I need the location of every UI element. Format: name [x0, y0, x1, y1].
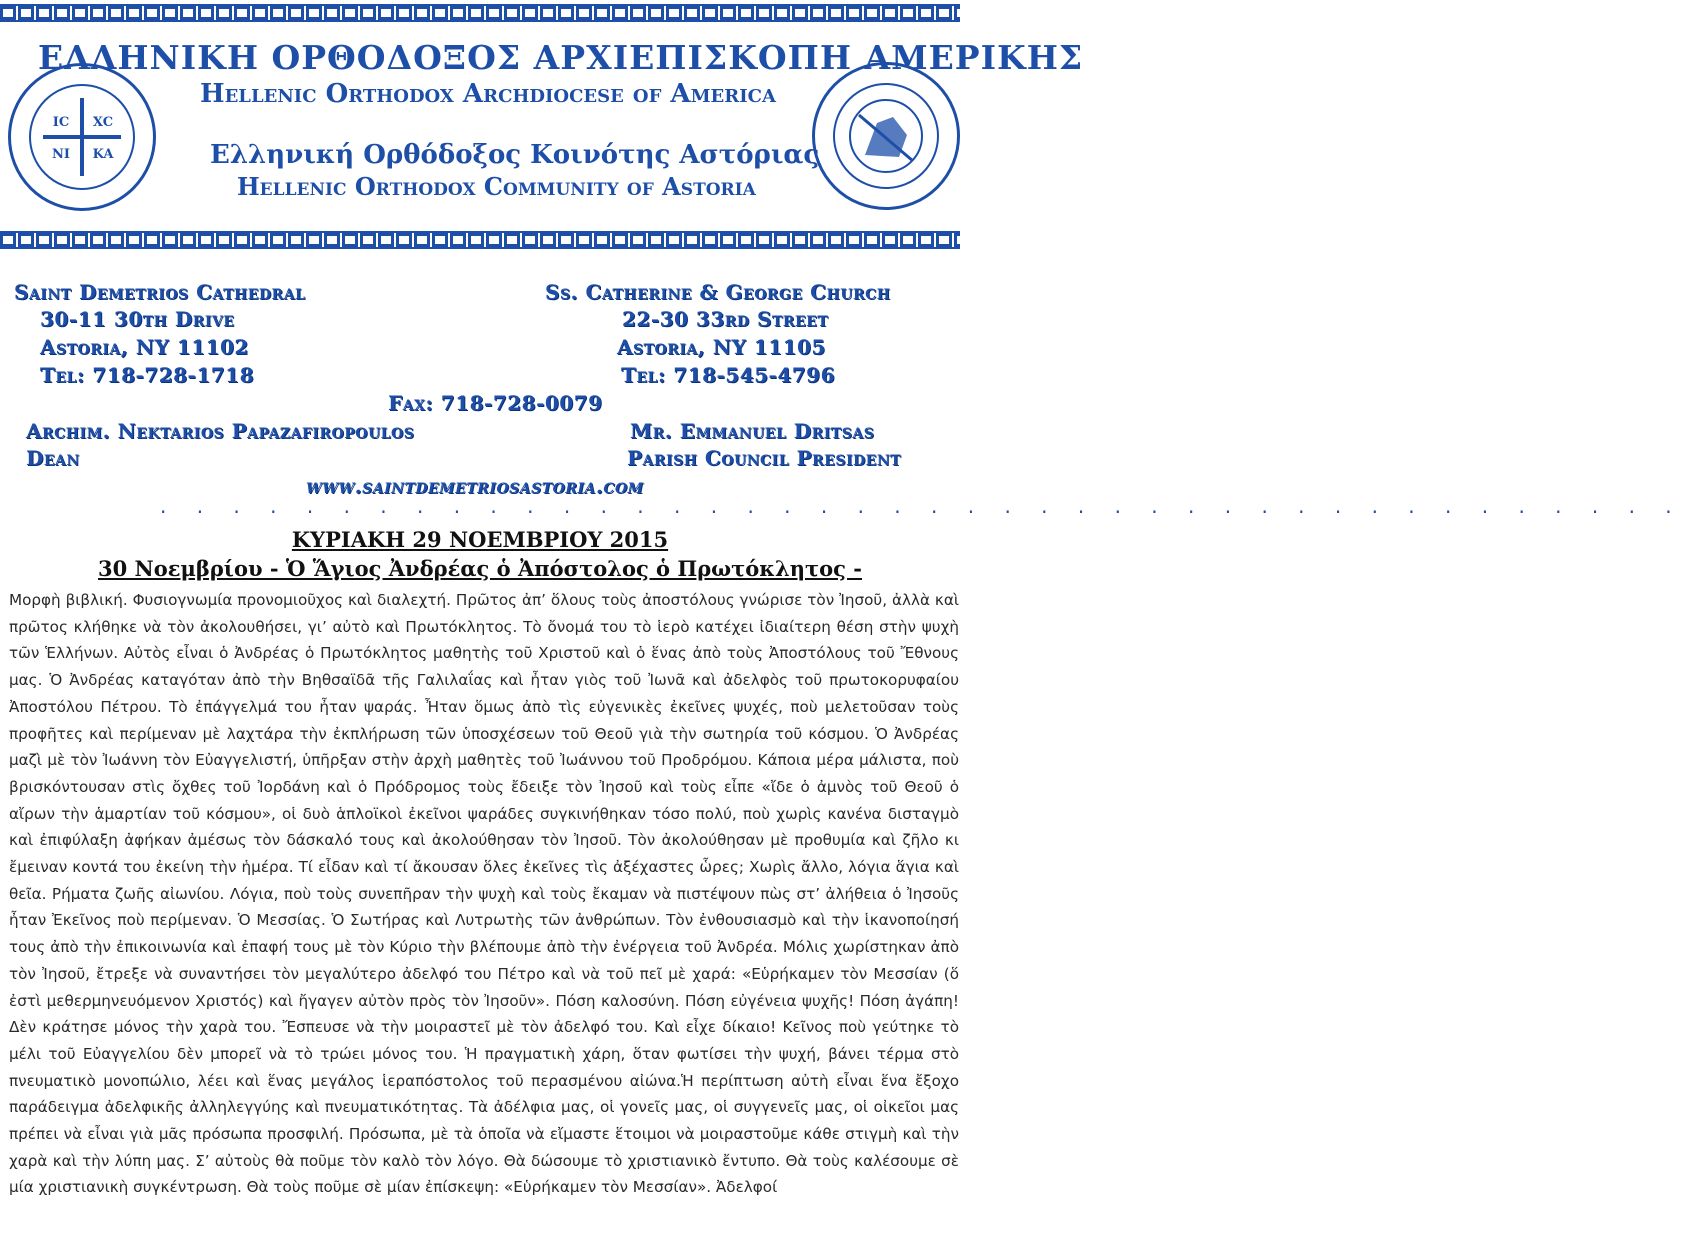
cathedral-tel: Tel: 718-728-1718 — [40, 363, 255, 387]
header-english-community: Hellenic Orthodox Community of Astoria — [237, 172, 756, 201]
church-name: Ss. Catherine & George Church — [545, 280, 891, 304]
seal-letter-ni: NI — [52, 147, 70, 162]
header-english-archdiocese: Hellenic Orthodox Archdiocese of America — [200, 79, 776, 109]
seal-letter-ka: KA — [92, 147, 114, 162]
community-seal-icon — [812, 62, 960, 210]
seal-letter-xc: XC — [92, 115, 114, 130]
cathedral-street: 30-11 30th Drive — [40, 307, 235, 331]
archdiocese-seal-icon — [8, 63, 156, 211]
fax-number: Fax: 718-728-0079 — [388, 391, 603, 415]
bulletin-body-text: Μορφὴ βιβλική. Φυσιογνωμία προνομιοῦχος καὶ διαλεχτή. Πρῶτος ἀπ’ ὅλους τοὺς ἀποστόλους γνώρισε τὸν Ἰησοῦ, ἀλλὰ καὶ πρῶτος κλήθηκε νὰ τὸν ἀκολουθήσει, γι’ αὐτὸ καὶ Πρωτόκλητος. Τὸ ὄνομά του τὸ ἱερὸ κατέχει ἰδιαίτερη θέση στὴν ψυχὴ τῶν Ἑλλήνων. Αὐτὸς εἶναι ὁ Ἀνδρέας ὁ Πρωτόκλητος μαθητὴς τοῦ Χριστοῦ καὶ ὁ ἕνας ἀπὸ τοὺς Ἀποστόλους τοῦ Ἔθνους μας. Ὁ Ἀνδρέας καταγόταν ἀπὸ τὴν Βηθσαϊδᾶ τῆς Γαλιλαΐας καὶ ἦταν γιὸς τοῦ Ἰωνᾶ καὶ ἀδελφὸς τοῦ πρωτοκορυφαίου Ἀποστόλου Πέτρου. Τὸ ἐπάγγελμά του ἦταν ψαράς. Ἦταν ὅμως ἀπὸ τὶς εὐγενικὲς ἐκεῖνες ψυχές, ποὺ μελετοῦσαν τοὺς προφῆτες καὶ περίμεναν μὲ λαχτάρα τὴν ἐκπλήρωση τῶν ὑποσχέσεων τοῦ Θεοῦ γιὰ τὴν σωτηρία τοῦ κόσμου. Ὁ Ἀνδρέας μαζὶ μὲ τὸν Ἰωάννη τὸν Εὐαγγελιστή, ὑπῆρξαν στὴν ἀρχὴ μαθητὲς τοῦ Ἰωάννου τοῦ Προδρόμου. Κάποια μέρα μάλιστα, ποὺ βρισκόντουσαν στὶς ὄχθες τοῦ Ἰορδάνη καὶ ὁ Πρόδρομος τοὺς ἔδειξε τὸν Ἰησοῦ καὶ τοὺς εἶπε «ἴδε ὁ ἀμνὸς τοῦ Θεοῦ ὁ αἴρων τὴν ἁμαρτίαν τοῦ κόσμου», οἱ δυὸ ἁπλοϊκοὶ ἐκεῖνοι ψαράδες συγκινήθηκαν τόσο πολύ, ποὺ χωρὶς κανένα δισταγμὸ καὶ ἐπιφύλαξη ἀφήκαν ἀμέσως τὸν δάσκαλό τους καὶ ἀκολούθησαν τὸν Ἰησοῦ. Τὸν ἀκολούθησαν μὲ προθυμία καὶ ζῆλο κι ἔμειναν κοντά του ἐκείνη τὴν ἡμέρα. Τί εἶδαν καὶ τί ἄκουσαν ὅλες ἐκεῖνες τὶς ἀξέχαστες ὧρες; Χωρὶς ἄλλο, λόγια ἅγια καὶ θεῖα. Ρήματα ζωῆς αἰωνίου. Λόγια, ποὺ τοὺς συνεπῆραν τὴν ψυχὴ καὶ τοὺς ἔκαμαν νὰ πιστέψουν πὼς στ’ ἀλήθεια ὁ Ἰησοῦς ἦταν Ἐκεῖνος ποὺ περίμεναν. Ὁ Μεσσίας. Ὁ Σωτήρας καὶ Λυτρωτὴς τῶν ἀνθρώπων. Τὸν ἐνθουσιασμὸ καὶ τὴν ἱκανοποίησή τους ἀπὸ τὴν ἐπικοινωνία καὶ ἐπαφή τους μὲ τὸν Κύριο τὴν βλέπουμε ἀπὸ τὴν ἐνέργεια τοῦ Ἀνδρέα. Μόλις χωρίστηκαν ἀπὸ τὸν Ἰησοῦ, ἔτρεξε νὰ συναντήσει τὸν μεγαλύτερο ἀδελφό του Πέτρο καὶ νὰ τοῦ πεῖ μὲ χαρά: «Εὑρήκαμεν τὸν Μεσσίαν (ὅ ἐστὶ μεθερμηνευόμενον Χριστός) καὶ ἤγαγεν αὐτὸν πρὸς τὸν Ἰησοῦν». Πόση καλοσύνη. Πόση εὐγένεια ψυχῆς! Πόση ἀγάπη! Δὲν κράτησε μόνος τὴν χαρὰ του. Ἔσπευσε νὰ τὴν μοιραστεῖ μὲ τὸν ἀδελφό του. Καὶ εἶχε δίκαιο! Κεῖνος ποὺ γεύτηκε τὸ μέλι τοῦ Εὐαγγελίου δὲν μπορεῖ νὰ τὸ τρώει μόνος του. Ἡ πραγματικὴ χάρη, ὅταν φωτίσει τὴν ψυχή, βάνει τέρμα στὸ πνευματικὸ μονοπώλιο, λέει καὶ ἕνας μεγάλος ἱεραπόστολος τοῦ περασμένου αἰώνα.Ἡ περίπτωση αὐτὴ εἶναι ἕνα ἔξοχο παράδειγμα ἀδελφικῆς ἀλληλεγγύης καὶ πνευματικότητας. Τὰ ἀδέλφια μας, οἱ γονεῖς μας, οἱ συγγενεῖς μας, οἱ οἰκεῖοι μας πρέπει νὰ εἶναι γιὰ μᾶς πρόσωπα προσφιλή. Πρόσωπα, μὲ τὰ ὁποῖα νὰ εἴμαστε ἕτοιμοι νὰ μοιραστοῦμε κάθε στιγμὴ καὶ τὴν χαρὰ καὶ τὴν λύπη μας. Σ’ αὐτοὺς θὰ ποῦμε τὸν καλὸ τὸν λόγο. Θὰ δώσουμε τὸ χριστιανικὸ ἔντυπο. Θὰ τοὺς καλέσουμε σὲ μία χριστιανικὴ συγκέντρωση. Θὰ τοὺς ποῦμε σὲ μίαν ἐπίσκεψη: «Εὑρήκαμεν τὸν Μεσσίαν». Ἀδελφοί — [9, 591, 959, 1197]
president-title: Parish Council President — [627, 446, 902, 470]
bulletin-feast-title: 30 Νοεμβρίου - Ὁ Ἅγιος Ἀνδρέας ὁ Ἀπόστολος ὁ Πρωτόκλητος - — [98, 556, 862, 581]
dean-name: Archim. Nektarios Papazafiropoulos — [26, 419, 415, 443]
church-city: Astoria, NY 11105 — [617, 335, 826, 359]
church-tel: Tel: 718-545-4796 — [621, 363, 836, 387]
header-greek-community: Ελληνική Ορθόδοξος Κοινότης Αστόριας — [210, 140, 820, 170]
cathedral-city: Astoria, NY 11102 — [40, 335, 249, 359]
president-name: Mr. Emmanuel Dritsas — [630, 419, 875, 443]
greek-key-border-top — [0, 4, 960, 22]
header-greek-archdiocese: ΕΛΛΗΝΙΚΗ ΟΡΘΟΔΟΞΟΣ ΑΡΧΙΕΠΙΣΚΟΠΗ ΑΜΕΡΙΚΗΣ — [38, 38, 1084, 77]
church-street: 22-30 33rd Street — [622, 307, 829, 331]
dotted-divider: . . . . . . . . . . . . . . . . . . . . . . . . . . . . . . . . . . . . . . . . . . — [160, 494, 1684, 518]
greek-key-border-bottom — [0, 231, 960, 249]
dean-title: Dean — [26, 446, 80, 470]
cathedral-name: Saint Demetrios Cathedral — [14, 280, 306, 304]
seal-letter-ic: IC — [52, 115, 70, 130]
bulletin-date-title: ΚΥΡΙΑΚΗ 29 ΝΟΕΜΒΡΙΟΥ 2015 — [291, 527, 669, 552]
website-link[interactable]: www.saintdemetriosastoria.com — [306, 474, 644, 498]
